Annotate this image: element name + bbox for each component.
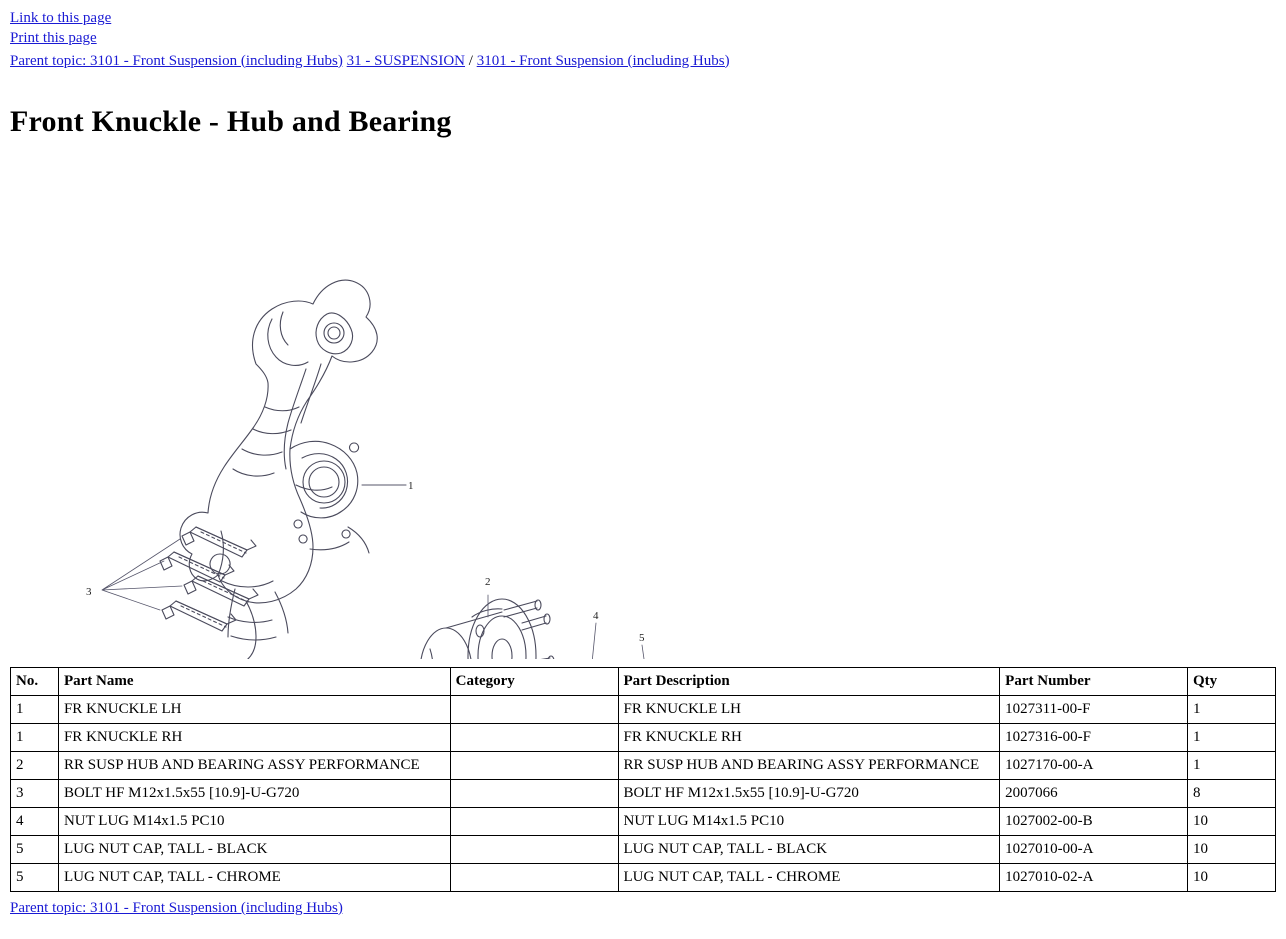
print-this-page-row bbox=[10, 28, 1276, 48]
breadcrumb bbox=[10, 51, 1276, 71]
footer-parent-topic-link[interactable]: Parent topic: 3101 - Front Suspension (including Hubs) bbox=[10, 899, 343, 916]
cell-part-description: FR KNUCKLE LH bbox=[618, 695, 1000, 723]
cell-part-number: 1027170-00-A bbox=[1000, 751, 1188, 779]
page-title: Front Knuckle - Hub and Bearing bbox=[10, 104, 452, 138]
cell-qty: 8 bbox=[1188, 779, 1276, 807]
cell-no: 5 bbox=[11, 863, 59, 891]
cell-part-number: 1027311-00-F bbox=[1000, 695, 1188, 723]
callout-2: 2 bbox=[485, 575, 491, 588]
cell-qty: 1 bbox=[1188, 751, 1276, 779]
cell-part-name: LUG NUT CAP, TALL - CHROME bbox=[58, 863, 450, 891]
cell-qty: 10 bbox=[1188, 807, 1276, 835]
breadcrumb-item-suspension[interactable]: 31 - SUSPENSION bbox=[346, 52, 466, 69]
table-header-row bbox=[11, 667, 1276, 695]
cell-part-number: 1027002-00-B bbox=[1000, 807, 1188, 835]
footer-links bbox=[10, 898, 1276, 918]
cell-category bbox=[450, 723, 618, 751]
table-row bbox=[11, 695, 1276, 723]
cell-part-description: LUG NUT CAP, TALL - BLACK bbox=[618, 835, 1000, 863]
column-header-qty: Qty bbox=[1188, 667, 1276, 695]
cell-no: 1 bbox=[11, 723, 59, 751]
cell-category bbox=[450, 695, 618, 723]
knuckle-hub-bearing-diagram bbox=[10, 149, 1276, 659]
cell-no: 5 bbox=[11, 835, 59, 863]
cell-part-name: RR SUSP HUB AND BEARING ASSY PERFORMANCE bbox=[58, 751, 450, 779]
callout-1: 1 bbox=[408, 479, 414, 492]
breadcrumb-parent-topic[interactable]: Parent topic: 3101 - Front Suspension (including Hubs) bbox=[10, 52, 343, 69]
column-header-no: No. bbox=[11, 667, 59, 695]
cell-part-name: LUG NUT CAP, TALL - BLACK bbox=[58, 835, 450, 863]
callout-4: 4 bbox=[593, 609, 599, 622]
column-header-part-name: Part Name bbox=[58, 667, 450, 695]
cell-no: 4 bbox=[11, 807, 59, 835]
parts-table bbox=[10, 667, 1276, 892]
breadcrumb-separator: / bbox=[468, 52, 473, 69]
cell-part-description: NUT LUG M14x1.5 PC10 bbox=[618, 807, 1000, 835]
breadcrumb-item-front-suspension[interactable]: 3101 - Front Suspension (including Hubs) bbox=[476, 52, 730, 69]
cell-category bbox=[450, 835, 618, 863]
exploded-view-figure bbox=[10, 149, 1276, 659]
cell-part-description: LUG NUT CAP, TALL - CHROME bbox=[618, 863, 1000, 891]
cell-part-name: BOLT HF M12x1.5x55 [10.9]-U-G720 bbox=[58, 779, 450, 807]
cell-category bbox=[450, 779, 618, 807]
table-row bbox=[11, 835, 1276, 863]
cell-qty: 1 bbox=[1188, 723, 1276, 751]
table-row bbox=[11, 723, 1276, 751]
link-to-this-page-row bbox=[10, 8, 1276, 28]
cell-part-description: RR SUSP HUB AND BEARING ASSY PERFORMANCE bbox=[618, 751, 1000, 779]
cell-category bbox=[450, 751, 618, 779]
cell-category bbox=[450, 863, 618, 891]
column-header-category: Category bbox=[450, 667, 618, 695]
table-row bbox=[11, 863, 1276, 891]
table-row bbox=[11, 779, 1276, 807]
cell-qty: 1 bbox=[1188, 695, 1276, 723]
cell-part-number: 1027316-00-F bbox=[1000, 723, 1188, 751]
cell-category bbox=[450, 807, 618, 835]
cell-part-name: NUT LUG M14x1.5 PC10 bbox=[58, 807, 450, 835]
cell-qty: 10 bbox=[1188, 835, 1276, 863]
cell-part-description: FR KNUCKLE RH bbox=[618, 723, 1000, 751]
callout-3: 3 bbox=[86, 585, 92, 598]
cell-part-number: 2007066 bbox=[1000, 779, 1188, 807]
table-row bbox=[11, 751, 1276, 779]
column-header-part-description: Part Description bbox=[618, 667, 1000, 695]
cell-qty: 10 bbox=[1188, 863, 1276, 891]
cell-no: 2 bbox=[11, 751, 59, 779]
cell-part-name: FR KNUCKLE LH bbox=[58, 695, 450, 723]
cell-part-number: 1027010-00-A bbox=[1000, 835, 1188, 863]
table-row bbox=[11, 807, 1276, 835]
print-this-page[interactable]: Print this page bbox=[10, 30, 97, 47]
callout-5: 5 bbox=[639, 631, 645, 644]
top-links bbox=[10, 8, 1276, 49]
cell-no: 3 bbox=[11, 779, 59, 807]
column-header-part-number: Part Number bbox=[1000, 667, 1188, 695]
cell-part-description: BOLT HF M12x1.5x55 [10.9]-U-G720 bbox=[618, 779, 1000, 807]
cell-no: 1 bbox=[11, 695, 59, 723]
cell-part-number: 1027010-02-A bbox=[1000, 863, 1188, 891]
link-to-this-page[interactable]: Link to this page bbox=[10, 10, 112, 26]
cell-part-name: FR KNUCKLE RH bbox=[58, 723, 450, 751]
